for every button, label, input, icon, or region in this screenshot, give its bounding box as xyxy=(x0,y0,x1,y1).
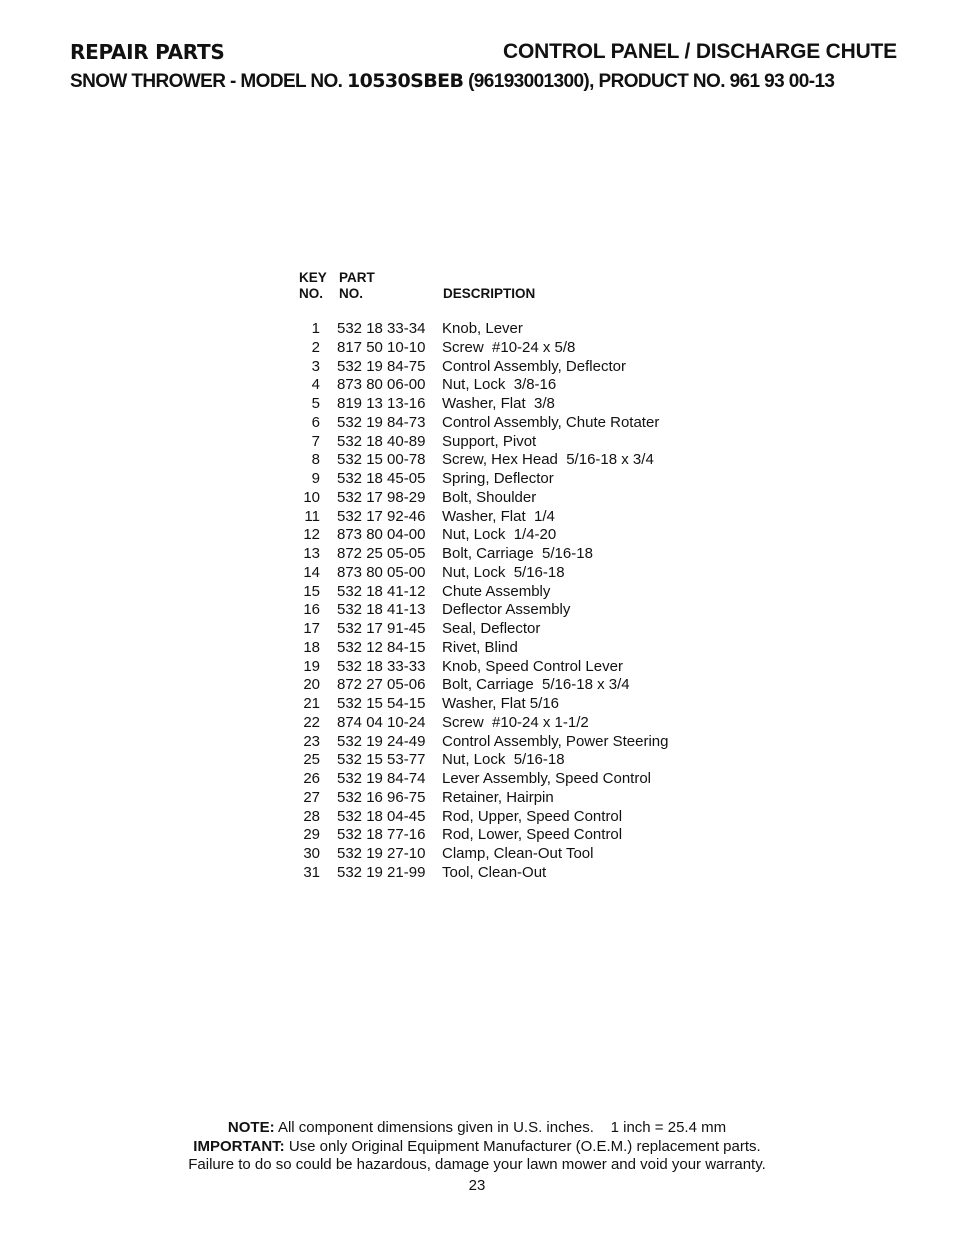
part-number: 532 18 41-12 xyxy=(337,582,426,600)
part-number: 532 18 40-89 xyxy=(337,432,426,450)
page-number: 23 xyxy=(468,1177,486,1194)
page-header xyxy=(70,40,897,66)
warning-line: Failure to do so could be hazardous, damage your lawn mower and void your warranty. xyxy=(188,1156,766,1173)
part-description: Rod, Upper, Speed Control xyxy=(442,807,623,825)
part-description: Deflector Assembly xyxy=(442,601,571,619)
table-row xyxy=(296,864,716,883)
part-description: Rivet, Blind xyxy=(442,638,518,656)
part-description: Lever Assembly, Speed Control xyxy=(442,770,651,787)
table-row xyxy=(296,470,716,489)
part-description: Retainer, Hairpin xyxy=(442,788,554,806)
key-number: 4 xyxy=(311,376,320,394)
table-row xyxy=(296,714,716,733)
part-number: 532 15 54-15 xyxy=(337,695,426,712)
table-row xyxy=(296,733,716,752)
column-header-description: DESCRIPTION xyxy=(443,286,536,301)
table-row xyxy=(296,545,716,564)
table-row xyxy=(296,339,716,358)
part-number: 532 18 77-16 xyxy=(337,826,426,844)
table-row xyxy=(296,564,716,583)
important-text: Use only Original Equipment Manufacturer (O.E.M.) replacement parts. xyxy=(288,1137,761,1155)
part-description: Support, Pivot xyxy=(442,432,537,450)
model-subtitle xyxy=(70,70,900,93)
part-description: Spring, Deflector xyxy=(442,470,554,487)
section-title: REPAIR PARTS xyxy=(70,40,225,64)
table-row xyxy=(296,695,716,714)
table-row xyxy=(296,489,716,508)
part-number: 819 13 13-16 xyxy=(337,395,426,412)
part-description: Control Assembly, Power Steering xyxy=(442,732,669,750)
key-number: 7 xyxy=(311,432,320,450)
key-number: 31 xyxy=(303,863,320,881)
part-number: 532 18 45-05 xyxy=(337,470,426,487)
part-description: Washer, Flat 1/4 xyxy=(442,507,555,525)
table-row xyxy=(296,358,716,377)
part-description: Nut, Lock 5/16-18 xyxy=(442,563,565,581)
footer-notes xyxy=(0,1119,954,1175)
table-row xyxy=(296,583,716,602)
table-row xyxy=(296,433,716,452)
table-row xyxy=(296,676,716,695)
part-number: 532 18 41-13 xyxy=(337,601,426,619)
table-row xyxy=(296,808,716,827)
key-number: 2 xyxy=(311,338,320,356)
key-number: 27 xyxy=(303,788,320,806)
part-number: 873 80 06-00 xyxy=(337,376,426,394)
subtitle-prefix: SNOW THROWER - MODEL NO. xyxy=(70,71,343,92)
part-number: 532 19 24-49 xyxy=(337,732,426,750)
key-number: 9 xyxy=(311,470,320,487)
key-number: 29 xyxy=(303,826,320,844)
part-number: 532 12 84-15 xyxy=(337,638,426,656)
parts-list xyxy=(296,320,716,883)
key-number: 10 xyxy=(303,488,320,506)
part-description: Nut, Lock 5/16-18 xyxy=(442,751,565,769)
table-row xyxy=(296,826,716,845)
table-row xyxy=(296,620,716,639)
key-number: 13 xyxy=(303,545,320,562)
part-description: Washer, Flat 3/8 xyxy=(442,395,555,412)
table-row xyxy=(296,376,716,395)
key-number: 6 xyxy=(311,413,320,431)
part-number: 872 27 05-06 xyxy=(337,676,426,694)
table-row xyxy=(296,639,716,658)
part-number: 532 15 00-78 xyxy=(337,451,426,469)
key-number: 20 xyxy=(303,676,320,694)
table-row xyxy=(296,658,716,677)
key-number: 26 xyxy=(303,770,320,787)
part-number: 532 19 27-10 xyxy=(337,845,426,862)
key-number: 30 xyxy=(303,845,320,862)
note-label: NOTE: xyxy=(227,1119,275,1136)
key-number: 23 xyxy=(303,732,320,750)
part-description: Bolt, Shoulder xyxy=(442,488,537,506)
table-row xyxy=(296,751,716,770)
part-description: Seal, Deflector xyxy=(442,620,541,637)
table-row xyxy=(296,508,716,527)
key-number: 12 xyxy=(303,526,320,544)
part-number: 817 50 10-10 xyxy=(337,338,426,356)
key-number: 25 xyxy=(303,751,320,769)
part-description: Knob, Lever xyxy=(442,320,523,337)
table-row xyxy=(296,601,716,620)
part-description: Screw #10-24 x 5/8 xyxy=(442,338,576,356)
part-description: Bolt, Carriage 5/16-18 x 3/4 xyxy=(442,676,630,694)
key-number: 14 xyxy=(303,563,320,581)
key-number: 1 xyxy=(311,320,320,337)
part-description: Bolt, Carriage 5/16-18 xyxy=(442,545,593,562)
part-number: 532 16 96-75 xyxy=(337,788,426,806)
table-row xyxy=(296,451,716,470)
part-description: Knob, Speed Control Lever xyxy=(442,657,623,675)
table-row xyxy=(296,320,716,339)
part-description: Rod, Lower, Speed Control xyxy=(442,826,623,844)
model-number: 10530SBEB xyxy=(347,70,464,92)
table-row xyxy=(296,770,716,789)
part-description: Control Assembly, Deflector xyxy=(442,357,626,375)
page-title: CONTROL PANEL / DISCHARGE CHUTE xyxy=(503,40,897,63)
subtitle-suffix: (96193001300), PRODUCT NO. 961 93 00-13 xyxy=(468,71,835,92)
key-number: 28 xyxy=(303,807,320,825)
important-label: IMPORTANT: xyxy=(193,1137,285,1155)
key-number: 19 xyxy=(303,657,320,675)
part-description: Clamp, Clean-Out Tool xyxy=(442,845,594,862)
part-description: Control Assembly, Chute Rotater xyxy=(442,413,660,431)
key-number: 5 xyxy=(311,395,320,412)
note-text: All component dimensions given in U.S. inches. 1 inch = 25.4 mm xyxy=(277,1119,727,1136)
part-number: 532 19 84-75 xyxy=(337,357,426,375)
part-number: 532 19 84-73 xyxy=(337,413,426,431)
column-header-key-no: KEY NO. xyxy=(299,270,327,301)
table-row xyxy=(296,845,716,864)
part-number: 532 19 84-74 xyxy=(337,770,426,787)
part-number: 532 19 21-99 xyxy=(337,863,426,881)
part-number: 873 80 05-00 xyxy=(337,563,426,581)
part-number: 874 04 10-24 xyxy=(337,713,426,731)
part-number: 532 18 33-33 xyxy=(337,657,426,675)
note-line xyxy=(0,1119,954,1138)
key-number: 22 xyxy=(303,713,320,731)
table-row xyxy=(296,526,716,545)
part-description: Chute Assembly xyxy=(442,582,551,600)
key-number: 16 xyxy=(303,601,320,619)
part-number: 532 15 53-77 xyxy=(337,751,426,769)
part-number: 532 18 33-34 xyxy=(337,320,426,337)
table-row xyxy=(296,395,716,414)
part-number: 872 25 05-05 xyxy=(337,545,426,562)
part-number: 532 17 92-46 xyxy=(337,507,426,525)
table-row xyxy=(296,789,716,808)
key-number: 11 xyxy=(304,507,320,525)
part-description: Nut, Lock 1/4-20 xyxy=(442,526,557,544)
part-number: 532 18 04-45 xyxy=(337,807,426,825)
part-description: Tool, Clean-Out xyxy=(442,863,547,881)
part-description: Nut, Lock 3/8-16 xyxy=(442,376,557,394)
table-row xyxy=(296,414,716,433)
part-description: Washer, Flat 5/16 xyxy=(442,695,559,712)
part-description: Screw #10-24 x 1-1/2 xyxy=(442,713,589,731)
important-line xyxy=(0,1138,954,1157)
key-number: 3 xyxy=(311,357,320,375)
key-number: 8 xyxy=(311,451,320,469)
key-number: 15 xyxy=(303,582,320,600)
part-description: Screw, Hex Head 5/16-18 x 3/4 xyxy=(442,451,654,469)
column-header-part-no: PART NO. xyxy=(339,270,375,301)
part-number: 532 17 98-29 xyxy=(337,488,426,506)
key-number: 21 xyxy=(303,695,320,712)
key-number: 17 xyxy=(303,620,320,637)
key-number: 18 xyxy=(303,638,320,656)
part-number: 532 17 91-45 xyxy=(337,620,426,637)
part-number: 873 80 04-00 xyxy=(337,526,426,544)
